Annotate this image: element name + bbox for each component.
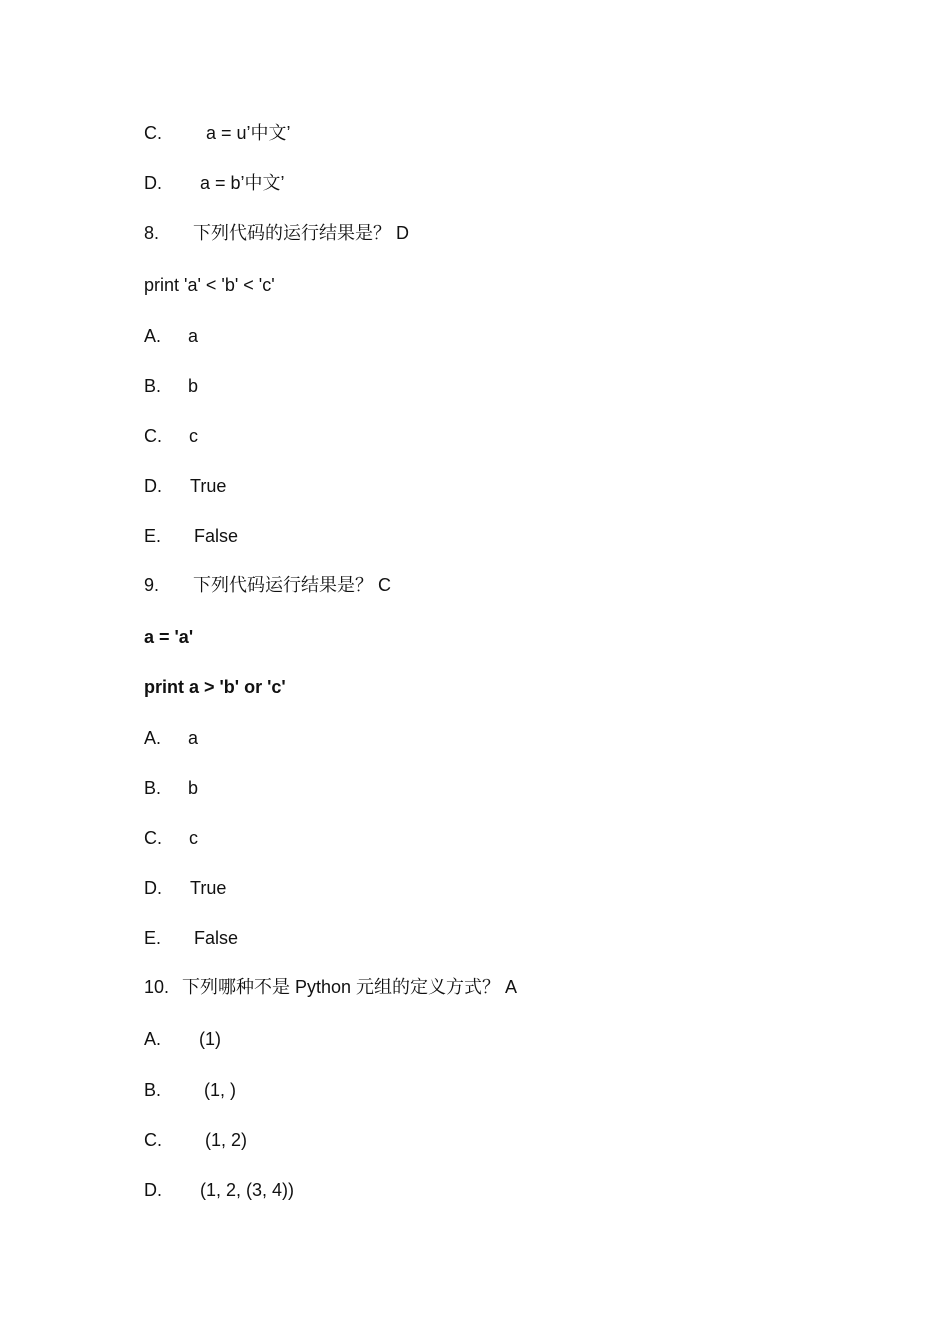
option-text: c [189, 426, 198, 446]
code-line [144, 675, 286, 699]
question-number: 9. [144, 575, 160, 595]
option-label: D. [144, 1180, 162, 1200]
option-a-line [144, 726, 199, 750]
question-9 [144, 573, 391, 597]
question-number: 8. [144, 223, 160, 243]
option-b-line [144, 1078, 237, 1102]
option-label: C. [144, 426, 162, 446]
code-text: print 'a' < 'b' < 'c' [144, 275, 275, 295]
option-d-line [144, 1178, 295, 1202]
option-label: E. [144, 526, 162, 546]
option-c-line [144, 1128, 248, 1152]
option-label: A. [144, 728, 162, 748]
option-text: (1, 2) [205, 1130, 248, 1150]
code-text: print a > 'b' or 'c' [144, 677, 286, 697]
option-label: C. [144, 1130, 162, 1150]
option-label: B. [144, 376, 162, 396]
option-text: b [188, 376, 199, 396]
option-text: False [194, 526, 239, 546]
option-text: a [188, 728, 199, 748]
option-label: D. [144, 476, 162, 496]
option-text: b [188, 778, 199, 798]
option-text: False [194, 928, 239, 948]
option-c-line [144, 826, 198, 850]
option-label: B. [144, 1080, 162, 1100]
option-label: D. [144, 173, 162, 193]
option-label: E. [144, 928, 162, 948]
question-10 [144, 975, 518, 999]
question-number: 10. [144, 977, 170, 997]
option-c-line [144, 424, 198, 448]
option-label: D. [144, 878, 162, 898]
option-text: a = u’中文’ [206, 123, 291, 143]
question-8 [144, 221, 409, 245]
option-text: a [188, 326, 199, 346]
option-a-line [144, 324, 199, 348]
option-text: (1, 2, (3, 4)) [200, 1180, 295, 1200]
option-text: True [190, 476, 227, 496]
question-text: 下列代码的运行结果是？ D [193, 223, 409, 243]
option-d-line [144, 474, 227, 498]
option-text: True [190, 878, 227, 898]
option-text: (1) [199, 1029, 221, 1049]
option-d-line [144, 876, 227, 900]
option-text: (1, ) [204, 1080, 237, 1100]
option-text: c [189, 828, 198, 848]
option-text: a = b’中文’ [200, 173, 285, 193]
question-text: 下列代码运行结果是？ C [193, 575, 391, 595]
option-label: C. [144, 123, 162, 143]
option-label: A. [144, 1029, 162, 1049]
option-b-line [144, 776, 199, 800]
option-e-line [144, 926, 239, 950]
option-a-line [144, 1027, 221, 1051]
option-d-line [144, 171, 285, 195]
question-text: 下列哪种不是 Python 元组的定义方式？ A [182, 977, 518, 997]
option-c-line [144, 121, 291, 145]
code-line [144, 625, 194, 649]
code-text: a = 'a' [144, 627, 194, 647]
option-e-line [144, 524, 239, 548]
option-b-line [144, 374, 199, 398]
option-label: B. [144, 778, 162, 798]
option-label: C. [144, 828, 162, 848]
option-label: A. [144, 326, 162, 346]
code-line [144, 273, 275, 297]
